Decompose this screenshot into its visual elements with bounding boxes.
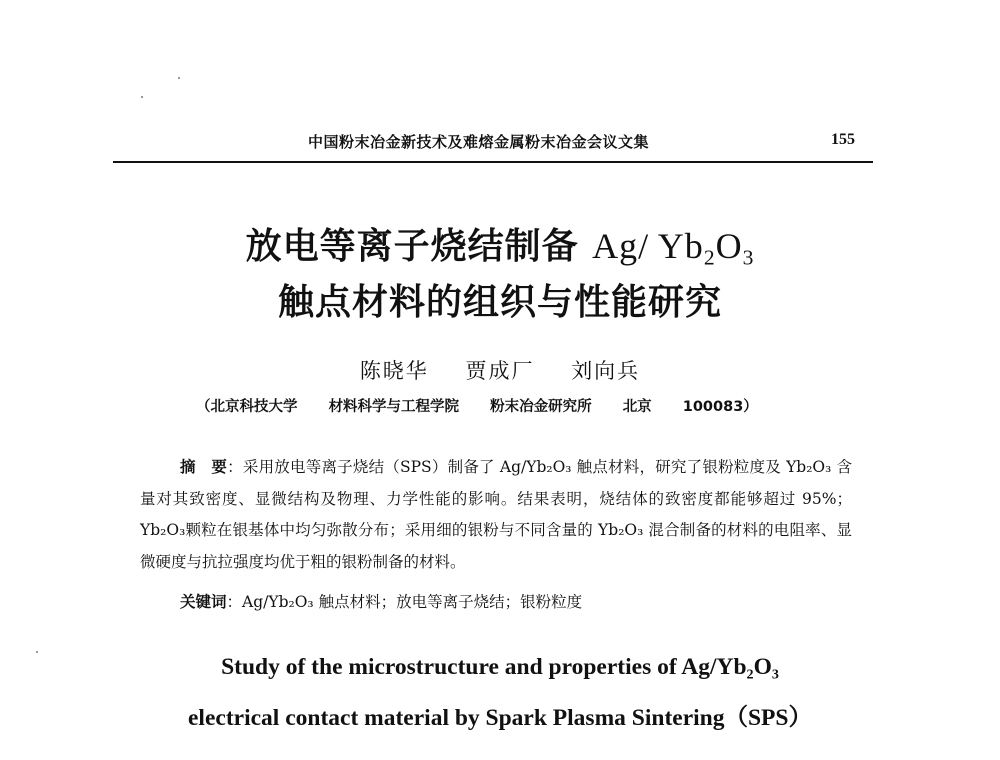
affiliation-institute: 粉末冶金研究所 xyxy=(490,399,592,415)
english-title-line-2: electrical contact material by Spark Plasma Sintering（SPS） xyxy=(188,705,812,731)
title-formula: Ag/ $Yb_2O_3$ xyxy=(592,226,755,270)
page-number: 155 xyxy=(831,131,855,148)
paper-title-line-2: 触点材料的组织与性能研究 xyxy=(277,281,722,323)
affiliation-school: 材料科学与工程学院 xyxy=(328,399,460,415)
affiliation-university: （北京科技大学 xyxy=(196,399,298,415)
keywords xyxy=(180,590,582,612)
journal-title: 中国粉末冶金新技术及难熔金属粉末冶金会议文集 xyxy=(308,133,650,151)
abstract-label: 摘 要 xyxy=(180,458,228,476)
affiliation xyxy=(196,395,816,416)
affiliation-city: 北京 xyxy=(622,399,652,415)
author: 刘向兵 xyxy=(571,359,641,383)
abstract xyxy=(140,452,852,578)
title-text: 放电等离子烧结制备 xyxy=(245,225,579,267)
keywords-label: 关键词 xyxy=(180,593,227,611)
affiliation-postcode: 100083） xyxy=(682,399,758,415)
author: 陈晓华 xyxy=(359,359,429,383)
scan-speck xyxy=(178,77,180,79)
keywords-text: ：Ag/Yb₂O₃ 触点材料；放电等离子烧结；银粉粒度 xyxy=(226,593,583,611)
scan-speck xyxy=(141,96,143,98)
running-header xyxy=(113,127,873,163)
author-list xyxy=(0,355,1000,385)
paper-title-line-1 xyxy=(0,218,1000,270)
abstract-text: ：采用放电等离子烧结（SPS）制备了 Ag/Yb₂O₃ 触点材料，研究了银粉粒度及 Yb₂O₃ 含量对其致密度、显微结构及物理、力学性能的影响。结果表明，烧结体的致密度都能够超过 95%；Yb₂O₃颗粒在银基体中均匀弥散分布；采用细的银粉与不同含量的 Yb₂O₃ 混合制备的材料的电阻率、显微硬度与抗拉强度均优于粗的银粉制备的材料。 xyxy=(140,458,852,571)
english-title-line-1: Study of the microstructure and properties of Ag/Yb₂O₃ xyxy=(221,654,779,680)
scan-speck xyxy=(36,651,38,653)
author: 贾成厂 xyxy=(465,359,535,383)
